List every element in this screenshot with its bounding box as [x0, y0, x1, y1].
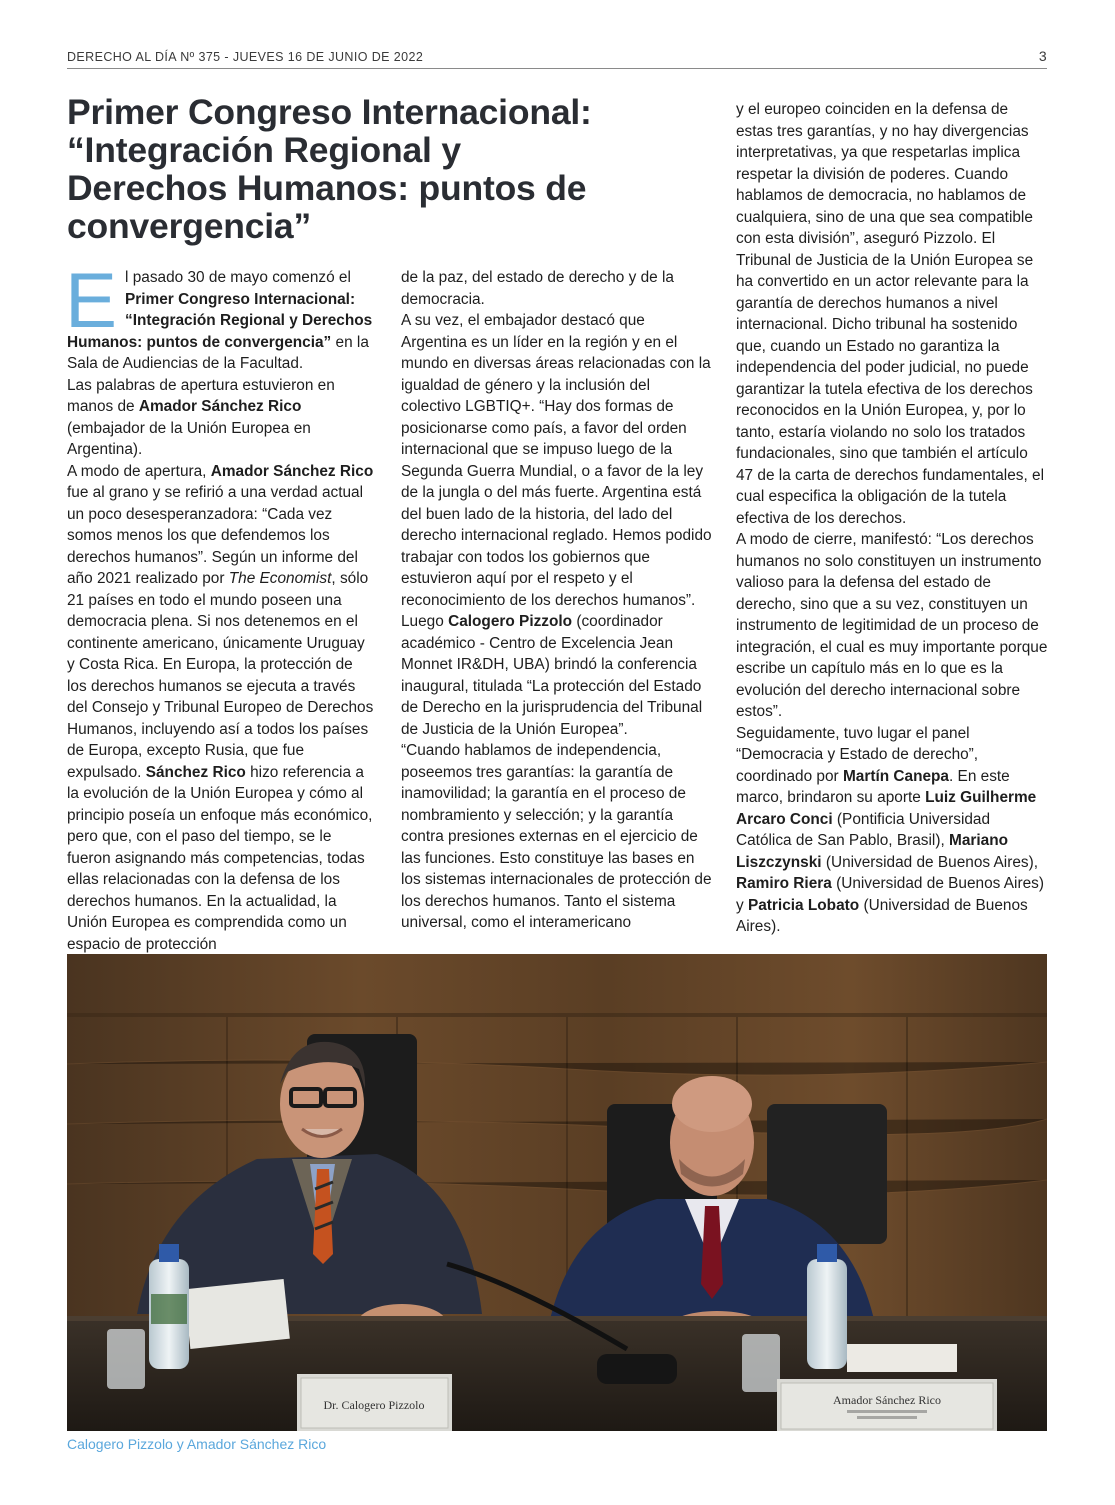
article-column-1 — [65, 256, 376, 955]
article-column-3 — [736, 99, 1048, 938]
paragraph — [65, 256, 376, 375]
paragraph: de la paz, del estado de derecho y de la democracia. — [401, 269, 674, 308]
person-name: Patricia Lobato — [747, 896, 860, 914]
person-name: Amador Sánchez Rico — [138, 398, 302, 415]
placard-left: Dr. Calogero Pizzolo — [323, 1398, 425, 1412]
title-line: convergencia” — [67, 206, 312, 246]
placard-right: Amador Sánchez Rico — [833, 1393, 941, 1407]
text-run: Luego — [401, 613, 449, 630]
person-name: Luiz Guilherme Arcaro Conci — [736, 789, 1037, 828]
title-line: Primer Congreso Internacional: — [67, 92, 592, 132]
text-run: hizo referencia a la evolución de la Unión Europea y cómo al principio poseía un enfoque más económico, pero que, con el paso del tiempo, se le fueron asignando más competencias, todas ellas relacionadas con la defensa de los derechos humanos. En la actualidad, la Unión Europea es comprendida como un espacio de protección — [67, 763, 373, 953]
text-run: en la Sala de Audiencias de la Facultad. — [67, 333, 369, 372]
text-run: , sólo 21 países en todo el mundo poseen una democracia plena. Si nos detenemos en el continente americano, únicamente Uruguay y Costa Rica. En Europa, la protección de los derechos humanos se ejecuta a través del Consejo y Tribunal Europeo de Derechos Humanos, incluyendo así a todos los países de Europa, excepto Rusia, que fue expulsado. — [67, 570, 374, 781]
page-number: 3 — [1038, 48, 1047, 64]
paragraph — [67, 461, 376, 956]
text-run: Las palabras de apertura estuvieron en manos de — [67, 376, 335, 415]
text-run: fue al grano y se refirió a una verdad actual un poco desesperanzadora: “Cada vez somos menos los que defendemos los derechos humanos”. Según un informe del año 2021 realizado por — [67, 484, 364, 587]
event-name: Primer Congreso Internacional: “Integración Regional y Derechos Humanos: puntos de convergencia” — [67, 290, 373, 351]
person-name: Sánchez Rico — [145, 763, 246, 781]
photo-caption: Calogero Pizzolo y Amador Sánchez Rico — [67, 1436, 327, 1452]
event-photo — [67, 954, 1047, 1431]
photo-illustration — [67, 954, 1047, 1431]
paragraph: A modo de cierre, manifestó: “Los derechos humanos no solo constituyen un instrumento valioso para la defensa del estado de derecho, sino que a su vez, constituyen un instrumento de legitimidad de un proceso de integración, el cual es muy importante porque escribe un capítulo más en lo que es la evolución del derecho internacional sobre estos”. — [736, 531, 1048, 720]
paragraph: A su vez, el embajador destacó que Argentina es un líder en la región y en el mundo en diversas áreas relacionadas con la igualdad de género y la inclusión del colectivo LGBTIQ+. “Hay dos formas de posicionarse como país, a favor del orden internacional que se impuso luego de la Segunda Guerra Mundial, o a favor de la ley de la jungla o del más fuerte. Argentina está del buen lado de la historia, del lado del derecho internacional reglado. Hemos podido trabajar con todos los gobiernos que estuvieron aquí por el respeto y el reconocimiento de los derechos humanos”. — [401, 312, 712, 609]
text-run: (Universidad de Buenos Aires). — [736, 896, 1028, 935]
person-name: Amador Sánchez Rico — [210, 462, 374, 480]
person-name: Mariano Liszczynski — [736, 832, 1009, 871]
article-column-2 — [401, 267, 713, 934]
title-line: Derechos Humanos: puntos de — [67, 168, 587, 208]
text-run: . En este marco, brindaron su aporte — [736, 767, 1010, 806]
text-run: (Universidad de Buenos Aires), — [821, 853, 1038, 871]
paragraph — [401, 611, 713, 740]
person-name: Martín Canepa — [842, 767, 949, 785]
text-run: A modo de apertura, — [67, 462, 211, 480]
drop-cap: E — [65, 256, 118, 344]
text-run: (Pontificia Universidad Católica de San Pablo, Brasil), — [736, 810, 991, 849]
text-run: (coordinador académico - Centro de Excelencia Jean Monnet IR&DH, UBA) brindó la conferencia inaugural, titulada “La protección del Estado de Derecho en la jurisprudencia del Tribunal de Justicia de la Unión Europea”. — [401, 613, 703, 738]
paragraph: “Cuando hablamos de independencia, poseemos tres garantías: la garantía de inamovilidad; la garantía en el proceso de nombramiento y selección; y la garantía contra presiones externas en el ejercicio de las funciones. Esto constituye las bases en los sistemas internacionales de protección de los derechos humanos. Tanto el sistema universal, como el interamericano — [401, 742, 712, 931]
person-name: Ramiro Riera — [736, 875, 832, 892]
paragraph — [67, 375, 376, 461]
publication-name: The Economist — [228, 570, 332, 587]
paragraph: y el europeo coinciden en la defensa de estas tres garantías, y no hay divergencias interpretativas, ya que respetarlas implica respetar la división de poderes. Cuando hablamos de democracia, no hablamos de cualquiera, sino de una que sea compatible con esta división”, aseguró Pizzolo. El Tribunal de Justicia de la Unión Europea se ha convertido en un actor relevante para la garantía de derechos humanos a nivel internacional. Dicho tribunal ha sostenido que, cuando un Estado no garantiza la independencia del poder judicial, no puede garantizar la tutela efectiva de los derechos reconocidos en la Unión Europea, y, por lo tanto, estaría violando no solo los tratados fundacionales, sino que también el artículo 47 de la carta de derechos fundamentales, el cual especifica la obligación de la tutela efectiva de los derechos. — [736, 101, 1045, 527]
text-run: (Universidad de Buenos Aires) y — [736, 875, 1044, 914]
publication-issue-date: DERECHO AL DÍA Nº 375 - JUEVES 16 DE JUNIO DE 2022 — [67, 50, 424, 64]
text-run: Seguidamente, tuvo lugar el panel “Democracia y Estado de derecho”, coordinado por — [736, 724, 979, 785]
title-line: “Integración Regional y — [67, 130, 461, 170]
page-header — [67, 48, 1047, 69]
text-run: (embajador de la Unión Europea en Argentina). — [67, 419, 311, 458]
person-name: Calogero Pizzolo — [448, 613, 573, 630]
paragraph — [736, 723, 1048, 938]
text-run: l pasado 30 de mayo comenzó el — [125, 269, 351, 286]
article-title — [67, 93, 707, 245]
